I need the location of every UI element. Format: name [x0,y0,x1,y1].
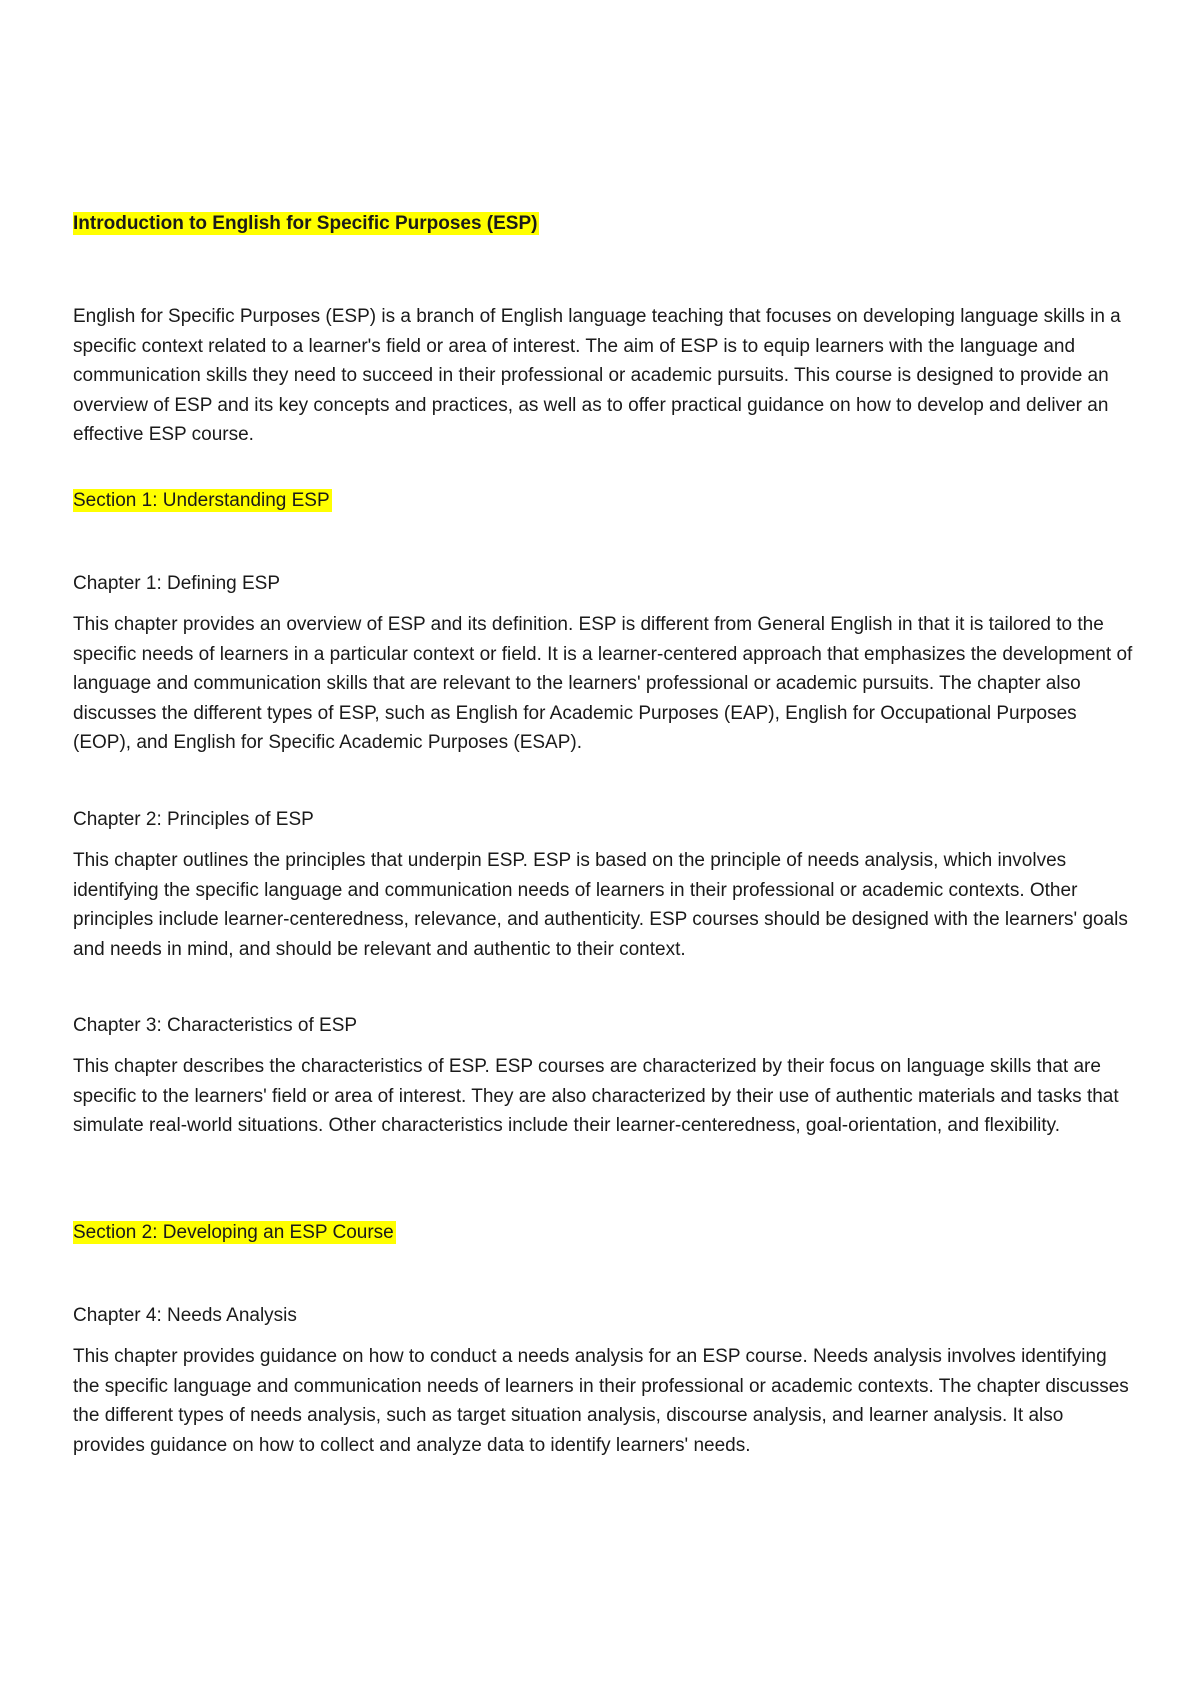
section-heading-text: Section 1: Understanding ESP [73,490,330,511]
chapter-heading-needs-analysis: Chapter 4: Needs Analysis [73,1305,297,1326]
document-title-text: Introduction to English for Specific Purposes (ESP) [73,213,538,234]
chapter-body-principles-of-esp: This chapter outlines the principles that underpin ESP. ESP is based on the principle of needs analysis, which involves identifying the specific language and communication needs of learners in their professional or academic contexts. Other principles include learner-centeredness, relevance, and authenticity. ESP courses should be designed with the learners' goals and needs in mind, and should be relevant and authentic to their context. [73,850,1128,960]
chapter-heading-principles-of-esp: Chapter 2: Principles of ESP [73,809,314,830]
intro-paragraph: English for Specific Purposes (ESP) is a branch of English language teaching that focuses on developing language skills in a specific context related to a learner's field or area of interest. The aim of ESP is to equip learners with the language and communication skills they need to succeed in their professional or academic pursuits. This course is designed to provide an overview of ESP and its key concepts and practices, as well as to offer practical guidance on how to develop and deliver an effective ESP course. [73,306,1121,445]
document-page [73,0,1133,1698]
section-heading-developing-esp-course [73,1219,396,1247]
document-title [73,210,539,238]
chapter-body-defining-esp: This chapter provides an overview of ESP and its definition. ESP is different from General English in that it is tailored to the specific needs of learners in a particular context or field. It is a learner-centered approach that emphasizes the development of language and communication skills that are relevant to the learners' professional or academic pursuits. The chapter also discusses the different types of ESP, such as English for Academic Purposes (EAP), English for Occupational Purposes (EOP), and English for Specific Academic Purposes (ESAP). [73,614,1133,753]
chapter-heading-defining-esp: Chapter 1: Defining ESP [73,573,281,594]
chapter-heading-characteristics-of-esp: Chapter 3: Characteristics of ESP [73,1015,358,1036]
chapter-body-characteristics-of-esp: This chapter describes the characteristics of ESP. ESP courses are characterized by their focus on language skills that are specific to the learners' field or area of interest. They are also characterized by their use of authentic materials and tasks that simulate real-world situations. Other characteristics include their learner-centeredness, goal-orientation, and flexibility. [73,1056,1119,1136]
section-heading-understanding-esp [73,487,332,515]
section-heading-text: Section 2: Developing an ESP Course [73,1222,394,1243]
chapter-body-needs-analysis: This chapter provides guidance on how to conduct a needs analysis for an ESP course. Needs analysis involves identifying the specific language and communication needs of learners in their professional or academic contexts. The chapter discusses the different types of needs analysis, such as target situation analysis, discourse analysis, and learner analysis. It also provides guidance on how to collect and analyze data to identify learners' needs. [73,1346,1129,1456]
